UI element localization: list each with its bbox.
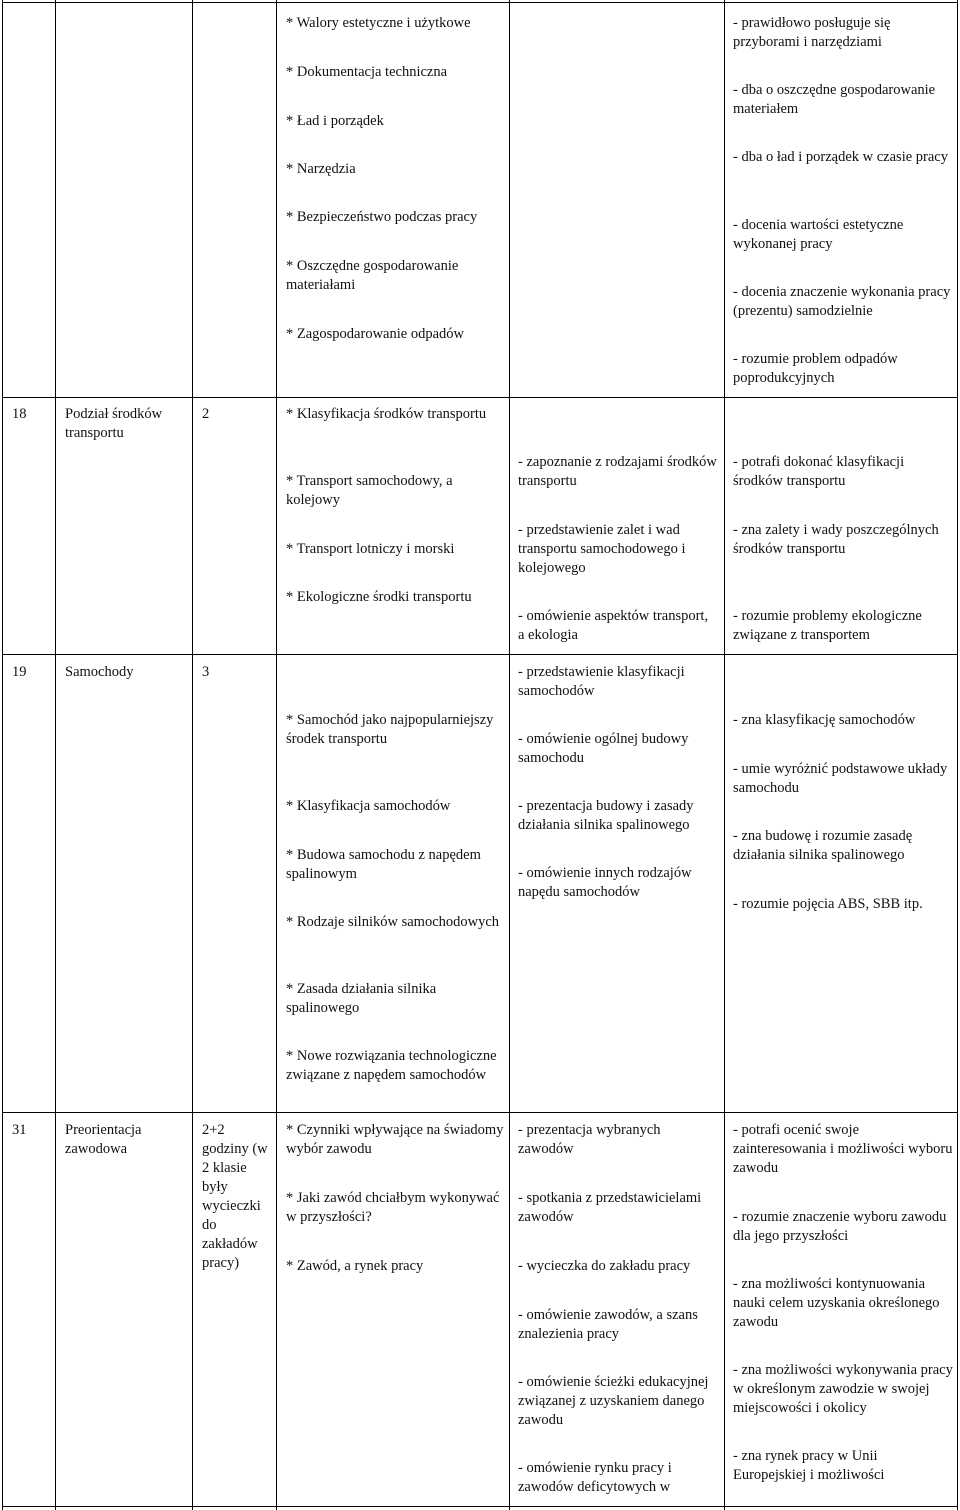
method-item: - przedstawienie zalet i wad transportu samochodowego i kolejowego: [518, 522, 686, 576]
content-item: * Samochód jako najpopularniejszy środek transportu: [286, 712, 494, 747]
content-item: * Klasyfikacja środków transportu: [286, 406, 487, 422]
method-item: - zapoznanie z rodzajami środków transportu: [518, 454, 717, 489]
lesson-hours: 2: [202, 406, 210, 422]
method-item: - spotkania z przedstawicielami zawodów: [518, 1190, 702, 1225]
goal-item: - docenia znaczenie wykonania pracy (prezentu) samodzielnie: [733, 284, 951, 319]
content-item: * Narzędzia: [286, 161, 356, 177]
goal-item: - zna zalety i wady poszczególnych środków transportu: [733, 522, 939, 557]
row-separator: [2, 654, 958, 655]
goal-item: - zna możliwości kontynuowania nauki celem uzyskania określonego zawodu: [733, 1276, 940, 1330]
method-item: - omówienie ogólnej budowy samochodu: [518, 731, 689, 766]
row-separator: [2, 397, 958, 398]
goal-item: - zna możliwości wykonywania pracy w określonym zawodzie w swojej miejscowości i okolicy: [733, 1362, 953, 1416]
table-divider-topic: [192, 0, 193, 1510]
content-item: * Ład i porządek: [286, 113, 384, 129]
goal-item: - dba o oszczędne gospodarowanie materiałem: [733, 82, 936, 117]
method-item: - omówienie innych rodzajów napędu samochodów: [518, 865, 692, 900]
content-item: * Walory estetyczne i użytkowe: [286, 15, 471, 31]
goal-item: - umie wyróżnić podstawowe układy samochodu: [733, 761, 948, 796]
lesson-number: 19: [12, 664, 27, 680]
table-border-right: [957, 0, 958, 1510]
table-divider-hours: [276, 0, 277, 1510]
method-item: - omówienie aspektów transport, a ekologia: [518, 608, 709, 643]
goal-item: - potrafi dokonać klasyfikacji środków transportu: [733, 454, 905, 489]
content-item: * Czynniki wpływające na świadomy wybór zawodu: [286, 1122, 504, 1157]
goal-item: - rozumie pojęcia ABS, SBB itp.: [733, 896, 923, 912]
content-item: * Zasada działania silnika spalinowego: [286, 981, 437, 1016]
method-item: - przedstawienie klasyfikacji samochodów: [518, 664, 685, 699]
table-divider-content: [509, 0, 510, 1510]
lesson-topic: Podział środków transportu: [65, 406, 163, 441]
row-separator: [2, 2, 958, 3]
content-item: * Klasyfikacja samochodów: [286, 798, 451, 814]
lesson-number: 18: [12, 406, 27, 422]
lesson-hours: 3: [202, 664, 210, 680]
content-item: * Zagospodarowanie odpadów: [286, 326, 464, 342]
method-item: - wycieczka do zakładu pracy: [518, 1258, 691, 1274]
goal-item: - dba o ład i porządek w czasie pracy: [733, 149, 948, 165]
goal-item: - rozumie problem odpadów poprodukcyjnych: [733, 351, 898, 386]
table-divider-num: [55, 0, 56, 1510]
content-item: * Transport lotniczy i morski: [286, 541, 455, 557]
goal-item: - rozumie znaczenie wyboru zawodu dla jego przyszłości: [733, 1209, 947, 1244]
lesson-topic: Samochody: [65, 664, 134, 680]
goal-item: - zna rynek pracy w Unii Europejskiej i możliwości: [733, 1448, 885, 1483]
goal-item: - prawidłowo posługuje się przyborami i narzędziami: [733, 15, 891, 50]
table-border-left: [2, 0, 3, 1510]
goal-item: - rozumie problemy ekologiczne związane z transportem: [733, 608, 922, 643]
content-item: * Oszczędne gospodarowanie materiałami: [286, 258, 459, 293]
method-item: - omówienie ścieżki edukacyjnej związanej z uzyskaniem danego zawodu: [518, 1374, 709, 1428]
table-divider-method: [724, 0, 725, 1510]
lesson-hours: 2+2 godziny (w 2 klasie były wycieczki do zakładów pracy): [202, 1122, 268, 1271]
content-item: * Budowa samochodu z napędem spalinowym: [286, 847, 481, 882]
goal-item: - potrafi ocenić swoje zainteresowania i możliwości wyboru zawodu: [733, 1122, 953, 1176]
goal-item: - zna budowę i rozumie zasadę działania silnika spalinowego: [733, 828, 913, 863]
content-item: * Ekologiczne środki transportu: [286, 589, 472, 605]
lesson-topic: Preorientacja zawodowa: [65, 1122, 142, 1157]
method-item: - omówienie rynku pracy i zawodów deficytowych w: [518, 1460, 672, 1495]
method-item: - prezentacja wybranych zawodów: [518, 1122, 661, 1157]
method-item: - prezentacja budowy i zasady działania silnika spalinowego: [518, 798, 694, 833]
row-separator: [2, 1112, 958, 1113]
content-item: * Rodzaje silników samochodowych: [286, 914, 500, 930]
row-separator: [2, 1506, 958, 1507]
content-item: * Jaki zawód chciałbym wykonywać w przyszłości?: [286, 1190, 500, 1225]
method-item: - omówienie zawodów, a szans znalezienia pracy: [518, 1307, 698, 1342]
goal-item: - zna klasyfikację samochodów: [733, 712, 916, 728]
content-item: * Bezpieczeństwo podczas pracy: [286, 209, 478, 225]
goal-item: - docenia wartości estetyczne wykonanej pracy: [733, 217, 904, 252]
content-item: * Transport samochodowy, a kolejowy: [286, 473, 453, 508]
content-item: * Nowe rozwiązania technologiczne związane z napędem samochodów: [286, 1048, 497, 1083]
content-item: * Zawód, a rynek pracy: [286, 1258, 424, 1274]
content-item: * Dokumentacja techniczna: [286, 64, 448, 80]
lesson-number: 31: [12, 1122, 27, 1138]
